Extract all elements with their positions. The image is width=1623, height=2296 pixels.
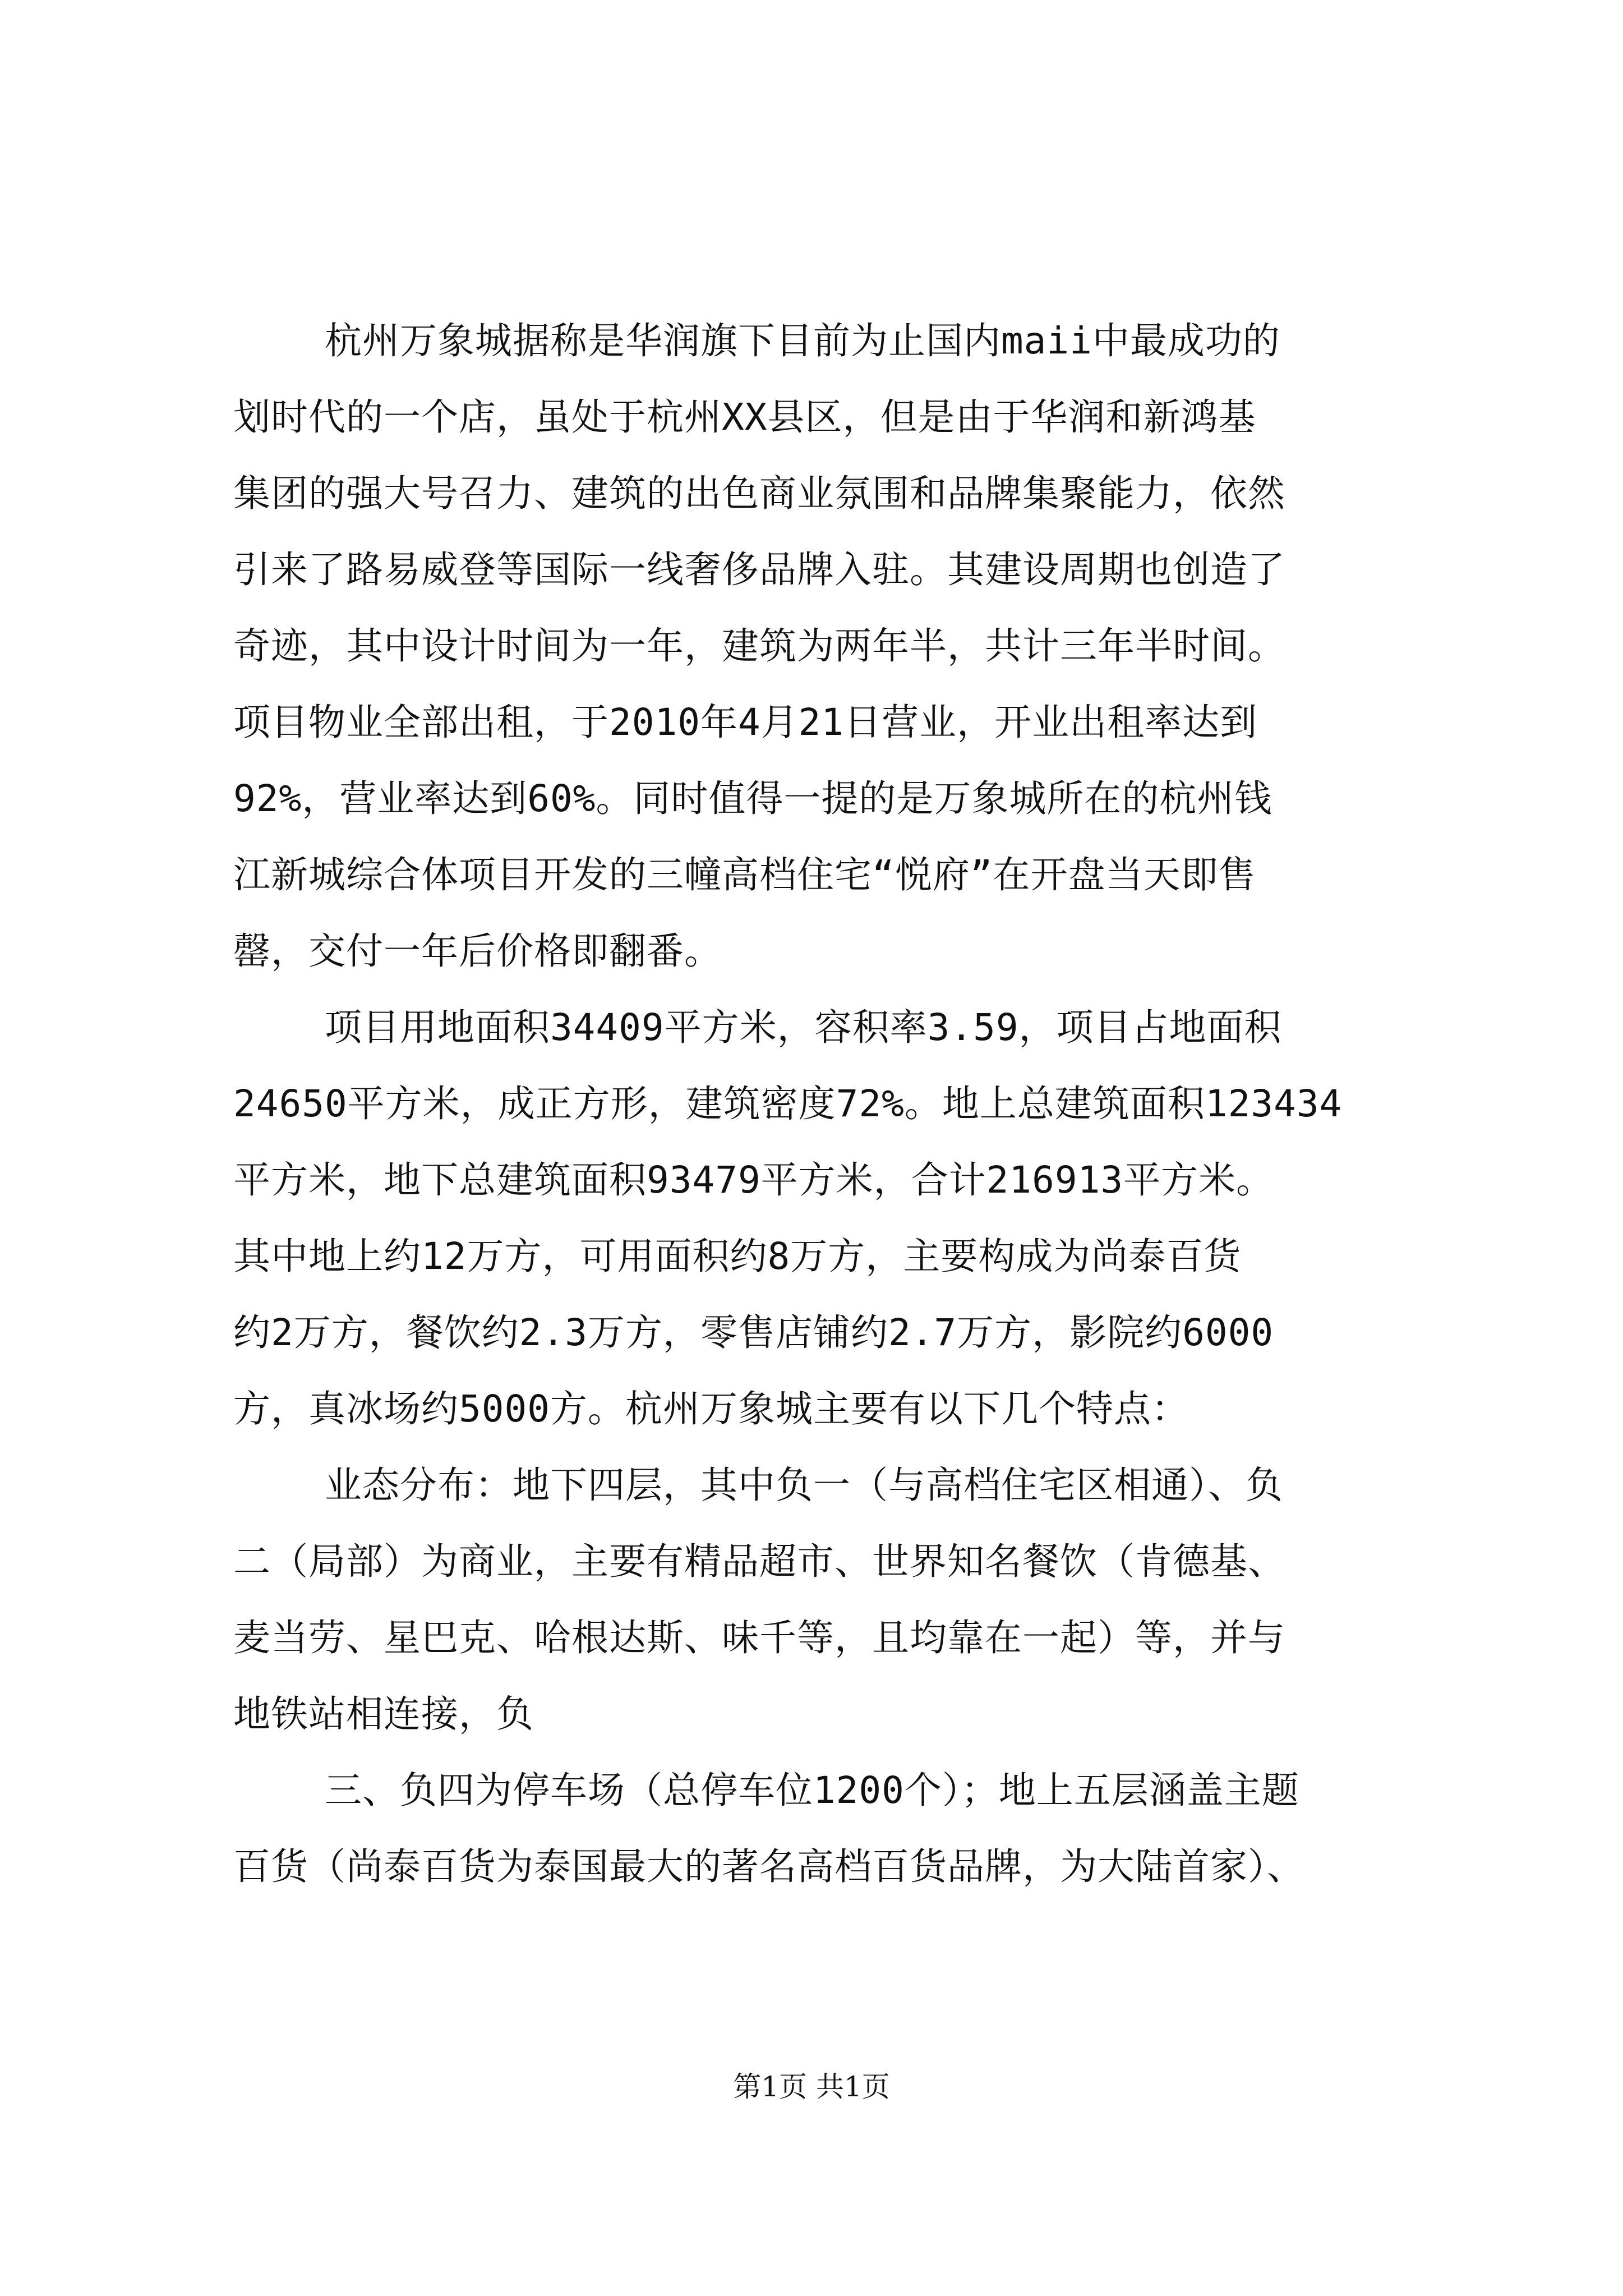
text-line: 百货（尚泰百货为泰国最大的著名高档百货品牌，为大陆首家）、 [233,1845,1304,1888]
text-line: 24650平方米，成正方形，建筑密度72%。地上总建筑面积123434 [233,1082,1343,1125]
text-line: 业态分布：地下四层，其中负一（与高档住宅区相通）、负 [233,1464,1283,1507]
text-line: 约2万方，餐饮约2.3万方，零售店铺约2.7万方，影院约6000 [233,1311,1274,1354]
text-line: 二（局部）为商业，主要有精品超市、世界知名餐饮（肯德基、 [233,1540,1285,1583]
text-line: 项目物业全部出租，于2010年4月21日营业，开业出租率达到 [233,701,1258,744]
text-line: 杭州万象城据称是华润旗下目前为止国内maii中最成功的 [233,319,1280,362]
text-line: 划时代的一个店，虽处于杭州XX县区，但是由于华润和新鸿基 [233,395,1256,439]
text-line: 麦当劳、星巴克、哈根达斯、味千等，且均靠在一起）等，并与 [233,1616,1285,1659]
text-line: 罄，交付一年后价格即翻番。 [233,930,722,973]
text-line: 江新城综合体项目开发的三幢高档住宅“悦府”在开盘当天即售 [233,853,1256,896]
text-line: 其中地上约12万方，可用面积约8万方，主要构成为尚泰百货 [233,1235,1242,1278]
text-line: 平方米，地下总建筑面积93479平方米，合计216913平方米。 [233,1158,1274,1202]
text-line: 92%，营业率达到60%。同时值得一提的是万象城所在的杭州钱 [233,777,1272,820]
page-footer [0,2064,1623,2105]
page-number: 第1页 共1页 [733,2070,890,2103]
text-line: 项目用地面积34409平方米，容积率3.59，项目占地面积 [233,1006,1282,1049]
text-line: 奇迹，其中设计时间为一年，建筑为两年半，共计三年半时间。 [233,624,1285,668]
body-text [233,303,1411,1905]
text-line: 方，真冰场约5000方。杭州万象城主要有以下几个特点： [233,1387,1189,1430]
text-line: 引来了路易威登等国际一线奢侈品牌入驻。其建设周期也创造了 [233,548,1285,591]
text-line: 集团的强大号召力、建筑的出色商业氛围和品牌集聚能力，依然 [233,472,1285,515]
text-line: 三、负四为停车场（总停车位1200个）；地上五层涵盖主题 [233,1769,1299,1812]
text-line: 地铁站相连接，负 [233,1692,534,1736]
